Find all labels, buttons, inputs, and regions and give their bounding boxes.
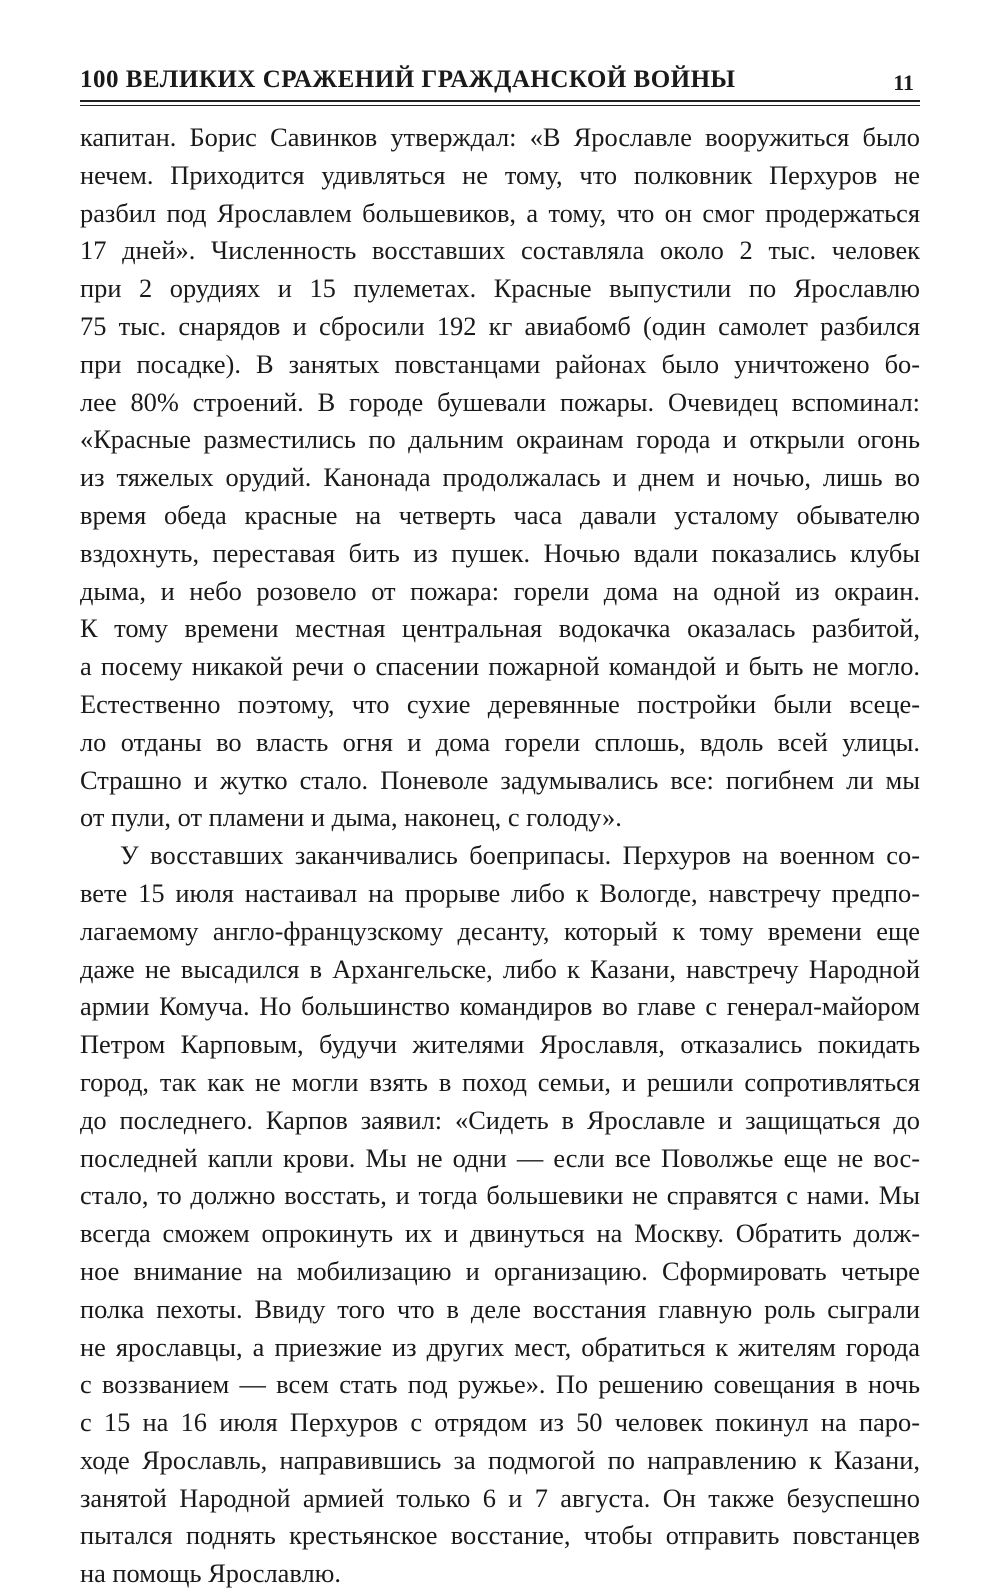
text-line: время обеда красные на четверть часа давали усталому обывателю <box>80 499 920 530</box>
text-line: при 2 орудиях и 15 пулеметах. Красные выпустили по Ярославлю <box>80 273 920 304</box>
text-line: 75 тыс. снарядов и сбросили 192 кг авиабомб (один самолет разбился <box>80 310 920 341</box>
text-line: «Красные разместились по дальним окраинам города и открыли огонь <box>80 424 920 455</box>
text-line: полка пехоты. Ввиду того что в деле восстания главную роль сыграли <box>80 1293 920 1324</box>
text-line: занятой Народной армией только 6 и 7 августа. Он также безуспешно <box>80 1482 920 1513</box>
text-line: вздохнуть, переставая бить из пушек. Ночью вдали показались клубы <box>80 537 920 568</box>
text-line: 17 дней». Численность восставших составляла около 2 тыс. человек <box>80 235 920 266</box>
text-line: К тому времени местная центральная водокачка оказалась разбитой, <box>80 613 920 644</box>
text-line: на помощь Ярославлю. <box>80 1558 341 1589</box>
page-number: 11 <box>893 70 914 95</box>
text-line: лагаемому англо-французскому десанту, который к тому времени еще <box>80 915 920 946</box>
text-line: последней капли крови. Мы не одни — если все Поволжье еще не вос- <box>80 1142 920 1173</box>
text-line: с воззванием — всем стать под ружье». По решению совещания в ночь <box>80 1369 920 1400</box>
text-line: У восставших заканчивались боеприпасы. Перхуров на военном со- <box>120 840 920 871</box>
text-line: лее 80% строений. В городе бушевали пожары. Очевидец вспоминал: <box>80 386 920 417</box>
paragraph-1 <box>80 119 920 837</box>
text-line: дыма, и небо розовело от пожара: горели дома на одной из окраин. <box>80 575 920 606</box>
text-line: стало, то должно восстать, и тогда большевики не справятся с нами. Мы <box>80 1180 920 1211</box>
text-line: город, так как не могли взять в поход семьи, и решили сопротивляться <box>80 1066 920 1097</box>
body-text <box>80 119 920 1593</box>
text-line: разбил под Ярославлем большевиков, а тому, что он смог продержаться <box>80 197 920 228</box>
text-line: при посадке). В занятых повстанцами районах было уничтожено бо- <box>80 348 920 379</box>
header-rule-thin <box>80 105 920 106</box>
text-line: нечем. Приходится удивляться не тому, что полковник Перхуров не <box>80 159 920 190</box>
header-rule-thick <box>80 100 920 102</box>
text-line: вете 15 июля настаивал на прорыве либо к Вологде, навстречу предпо- <box>80 877 920 908</box>
text-line: капитан. Борис Савинков утверждал: «В Ярославле вооружиться было <box>80 122 920 152</box>
text-line: даже не высадился в Архангельске, либо к Казани, навстречу Народной <box>80 953 920 984</box>
text-line: армии Комуча. Но большинство командиров во главе с генерал-майором <box>80 991 920 1022</box>
text-line: до последнего. Карпов заявил: «Сидеть в Ярославле и защищаться до <box>80 1104 920 1135</box>
text-line: Естественно поэтому, что сухие деревянные постройки были всеце- <box>80 688 920 719</box>
text-line: ходе Ярославль, направившись за подмогой по направлению к Казани, <box>80 1444 920 1475</box>
text-line: а посему никакой речи о спасении пожарной командой и быть не могло. <box>80 651 920 682</box>
text-line: ное внимание на мобилизацию и организацию. Сформировать четыре <box>80 1255 920 1286</box>
text-line: из тяжелых орудий. Канонада продолжалась и днем и ночью, лишь во <box>80 462 920 493</box>
running-title: 100 ВЕЛИКИХ СРАЖЕНИЙ ГРАЖДАНСКОЙ ВОЙНЫ <box>80 66 736 93</box>
text-line: Петром Карповым, будучи жителями Ярославля, отказались покидать <box>80 1029 920 1060</box>
text-line: ло отданы во власть огня и дома горели сплошь, вдоль всей улицы. <box>80 726 920 757</box>
text-line: всегда сможем опрокинуть их и двинуться на Москву. Обратить долж- <box>80 1218 920 1249</box>
paragraph-2 <box>80 837 920 1593</box>
text-line: не ярославцы, а приезжие из других мест, обратиться к жителям города <box>80 1331 920 1362</box>
text-line: от пули, от пламени и дыма, наконец, с голоду». <box>80 802 622 833</box>
text-line: пытался поднять крестьянское восстание, чтобы отправить повстанцев <box>80 1520 920 1551</box>
text-line: с 15 на 16 июля Перхуров с отрядом из 50 человек покинул на паро- <box>80 1407 920 1438</box>
text-line: Страшно и жутко стало. Поневоле задумывались все: погибнем ли мы <box>80 764 920 795</box>
